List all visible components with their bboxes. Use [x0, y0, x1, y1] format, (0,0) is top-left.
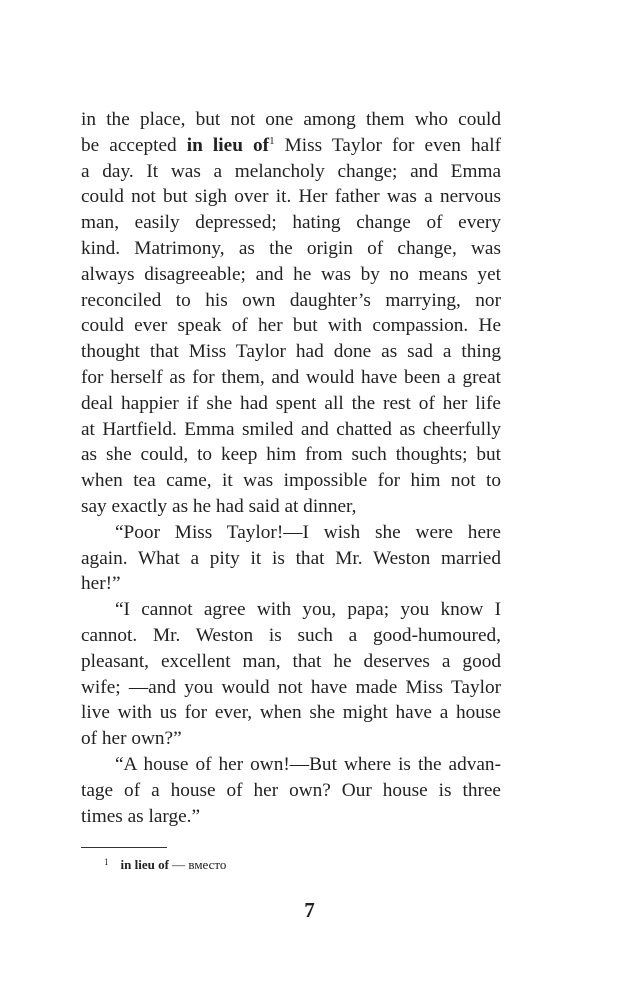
text-line: when tea came, it was impossible for him not to — [81, 470, 501, 492]
text-fragment: Miss Taylor for even half — [284, 134, 501, 156]
text-line: reconciled to his own daughter’s marrying, nor — [81, 289, 501, 311]
text-line: thought that Miss Taylor had done as sad a thing — [81, 341, 501, 363]
page-number: 7 — [304, 898, 315, 922]
text-line: of her own?” — [81, 728, 182, 750]
footnote-number: 1 — [104, 857, 109, 867]
text-line: as she could, to keep him from such thoughts; but — [81, 444, 501, 466]
footnote — [104, 853, 226, 874]
text-line: her!” — [81, 573, 121, 595]
glossed-term: in lieu of — [186, 134, 270, 156]
footnote-divider — [81, 847, 167, 848]
text-line: “A house of her own!—But where is the advan- — [115, 753, 501, 775]
text-line: always disagreeable; and he was by no means yet — [81, 263, 501, 285]
text-line: deal happier if she had spent all the rest of her life — [81, 392, 501, 414]
text-line: “Poor Miss Taylor!—I wish she were here — [115, 521, 501, 543]
text-line: again. What a pity it is that Mr. Weston married — [81, 547, 501, 569]
body-text — [81, 107, 501, 829]
text-line: could not but sigh over it. Her father was a nervous — [81, 186, 501, 208]
text-fragment: be accepted — [81, 134, 177, 156]
text-line: could ever speak of her but with compassion. He — [81, 315, 501, 337]
text-line: tage of a house of her own? Our house is three — [81, 779, 501, 801]
text-line: wife; —and you would not have made Miss Taylor — [81, 676, 501, 698]
text-line: “I cannot agree with you, papa; you know I — [115, 599, 501, 621]
text-line: cannot. Mr. Weston is such a good-humoured, — [81, 624, 501, 646]
text-line: times as large.” — [81, 805, 201, 827]
text-line: pleasant, excellent man, that he deserves a good — [81, 650, 501, 672]
text-line: in the place, but not one among them who could — [81, 109, 501, 130]
text-line: at Hartfield. Emma smiled and chatted as cheerfully — [81, 418, 501, 440]
text-line: man, easily depressed; hating change of every — [81, 212, 501, 234]
text-line: live with us for ever, when she might have a house — [81, 702, 501, 724]
text-line: kind. Matrimony, as the origin of change, was — [81, 237, 501, 259]
text-line: for herself as for them, and would have been a great — [81, 366, 501, 388]
text-line — [81, 133, 501, 159]
text-line: say exactly as he had said at dinner, — [81, 495, 357, 517]
text-line: a day. It was a melancholy change; and Emma — [81, 160, 501, 182]
footnote-translation: — вместо — [172, 857, 227, 872]
footnote-term: in lieu of — [120, 857, 169, 872]
footnote-reference[interactable]: 1 — [269, 134, 275, 147]
